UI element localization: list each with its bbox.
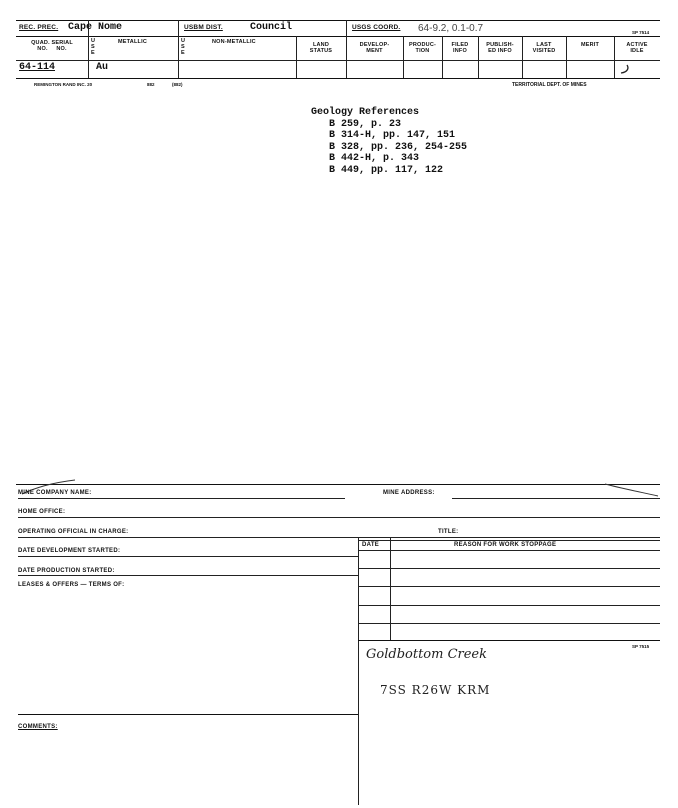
handwritten-location: Goldbottom Creek [366,647,487,662]
rec-prec-label: REC. PREC. [19,24,59,31]
rec-prec-value: Cape Nome [68,22,123,33]
metallic-value: Au [96,62,109,73]
col-development: DEVELOP- MENT [359,42,390,54]
reference-line: B 449, pp. 117, 122 [329,164,444,176]
checkmark-icon [618,64,632,76]
usbm-dist-value: Council [250,22,293,33]
col-non-metallic: NON-METALLIC [212,39,256,45]
date-production-label: DATE PRODUCTION STARTED: [18,568,115,574]
col-last-visited: LAST VISITED [532,42,556,54]
home-office-label: HOME OFFICE: [18,509,66,515]
form-number-bottom: SP 7515 [632,644,650,649]
operating-official-label: OPERATING OFFICIAL IN CHARGE: [18,529,129,535]
title-label: TITLE: [438,529,459,535]
form-number-top: SP 7514 [632,30,650,35]
reference-line: B 328, pp. 236, 254-255 [329,141,468,153]
col-filed-info: FILED INFO [451,42,469,54]
references-block [311,107,467,176]
pen-stroke [600,480,660,500]
col-merit: MERIT [580,42,600,48]
footer-left: REMINGTON RAND INC. 20 [34,82,93,87]
col-production: PRODUC- TION [408,42,437,54]
col-land-status: LAND STATUS [309,42,333,54]
reference-line: B 314-H, pp. 147, 151 [329,130,456,141]
mine-company-name-label: MINE COMPANY NAME: [18,490,92,496]
reference-line: B 259, p. 23 [329,118,402,130]
reference-line: B 442-H, p. 343 [329,153,420,164]
date-col-header: DATE [362,542,380,548]
mine-address-label: MINE ADDRESS: [383,490,435,496]
col-published-info: PUBLISH- ED INFO [486,42,514,54]
reason-col-header: REASON FOR WORK STOPPAGE [454,542,557,548]
leases-offers-label: LEASES & OFFERS — TERMS OF: [18,582,125,588]
col-active-idle: ACTIVE IDLE [626,42,648,54]
col-quad-serial: QUAD. SERIAL NO. NO. [31,40,73,52]
usbm-dist-label: USBM DIST. [184,24,223,31]
usgs-coord-label: USGS COORD. [352,24,401,31]
quad-value: 64-114 [19,62,56,73]
col-use-1: U S E [91,38,96,56]
footer-mid2: (882) [172,82,183,87]
col-metallic: METALLIC [118,39,147,45]
handwritten-coords: 7SS R26W KRM [380,683,491,697]
footer-right: TERRITORIAL DEPT. OF MINES [512,82,587,88]
comments-label: COMMENTS: [18,724,58,730]
col-use-2: U S E [181,38,186,56]
references-title: Geology References [311,107,420,118]
date-development-label: DATE DEVELOPMENT STARTED: [18,548,121,554]
usgs-coord-value: 64-9.2, 0.1-0.7 [418,23,484,34]
footer-mid1: 882 [147,82,155,87]
